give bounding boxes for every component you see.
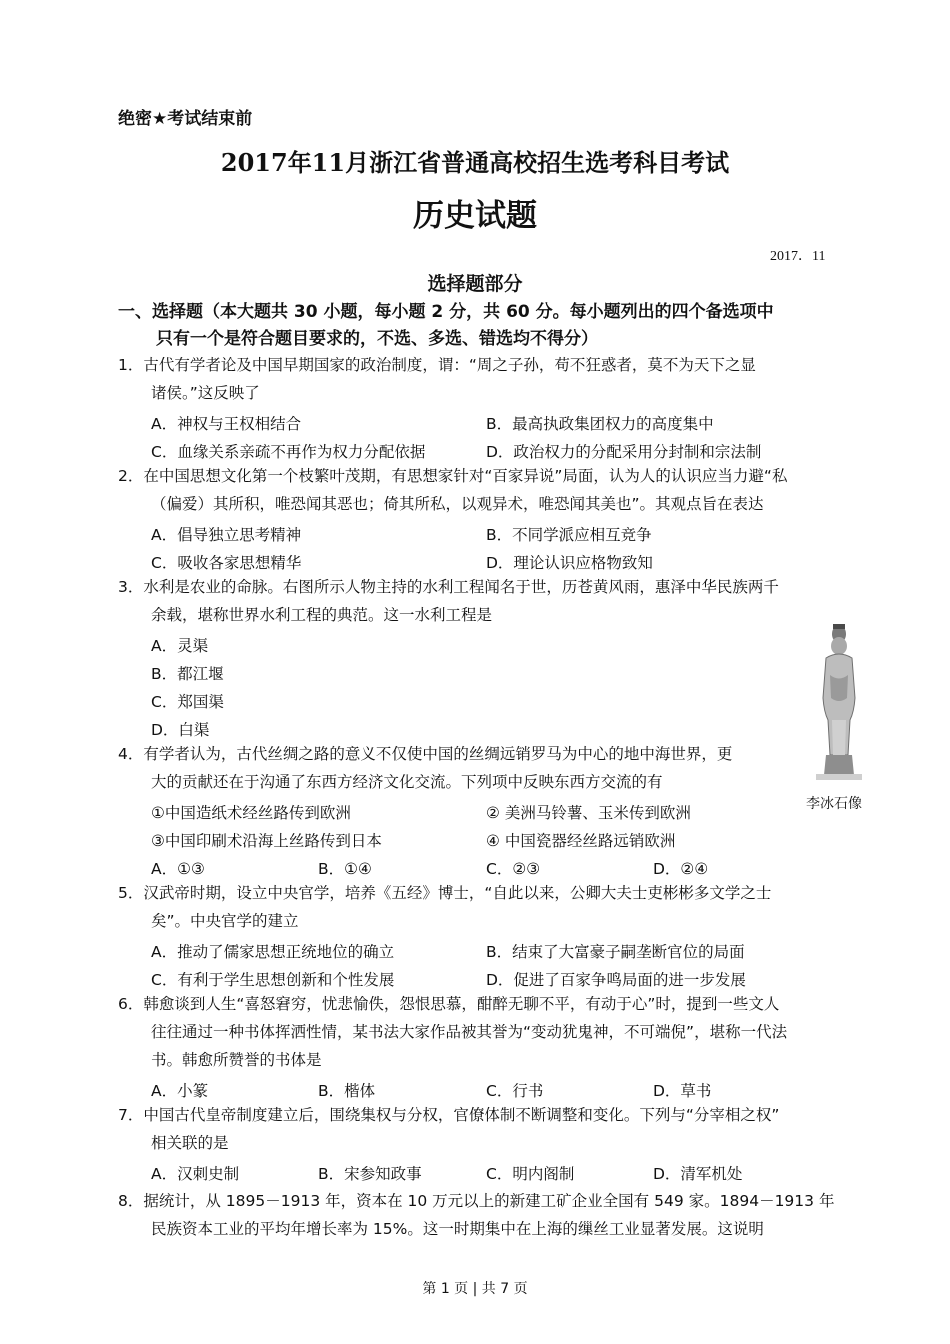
option-b: B．都江堰 bbox=[151, 665, 224, 683]
question-text: 3．水利是农业的命脉。右图所示人物主持的水利工程闻名于世，历苍黄风雨，惠泽中华民族两千 bbox=[118, 578, 779, 596]
statement-1: ①中国造纸术经丝路传到欧洲 bbox=[151, 804, 351, 822]
option-a: A．倡导独立思考精神 bbox=[151, 526, 302, 544]
question-text: 8．据统计，从 1895－1913 年，资本在 10 万元以上的新建工矿企业全国有 549 家。1894－1913 年 bbox=[118, 1192, 835, 1210]
question-text: 4．有学者认为，古代丝绸之路的意义不仅使中国的丝绸远销罗马为中心的地中海世界，更 bbox=[118, 745, 733, 763]
option-a: A．小篆 bbox=[151, 1082, 209, 1100]
option-d: D．②④ bbox=[653, 860, 709, 878]
statement-2: ② 美洲马铃薯、玉米传到欧洲 bbox=[486, 804, 691, 822]
question-6 bbox=[118, 990, 838, 1074]
question-text-cont: 矣”。中央官学的建立 bbox=[151, 912, 299, 930]
statement-3: ③中国印刷术沿海上丝路传到日本 bbox=[151, 832, 382, 850]
option-d: D．理论认识应格物致知 bbox=[486, 554, 653, 572]
question-text-cont: 余载，堪称世界水利工程的典范。这一水利工程是 bbox=[151, 606, 493, 624]
option-a: A．汉刺史制 bbox=[151, 1165, 240, 1183]
option-a: A．神权与王权相结合 bbox=[151, 415, 302, 433]
option-c: C．血缘关系亲疏不再作为权力分配依据 bbox=[151, 443, 426, 461]
option-a: A．灵渠 bbox=[151, 637, 209, 655]
option-d: D．政治权力的分配采用分封制和宗法制 bbox=[486, 443, 762, 461]
question-3 bbox=[118, 573, 838, 629]
section-title: 选择题部分 bbox=[427, 273, 523, 295]
question-2 bbox=[118, 462, 838, 518]
option-b: B．①④ bbox=[318, 860, 372, 878]
option-c: C．②③ bbox=[486, 860, 541, 878]
question-text-cont: 书。韩愈所赞誉的书体是 bbox=[151, 1051, 322, 1069]
option-c: C．行书 bbox=[486, 1082, 544, 1100]
option-a: A．①③ bbox=[151, 860, 205, 878]
option-d: D．清军机处 bbox=[653, 1165, 743, 1183]
question-1 bbox=[118, 351, 838, 407]
li-bing-statue-image bbox=[808, 620, 870, 782]
question-text: 2．在中国思想文化第一个枝繁叶茂期，有思想家针对“百家异说”局面，认为人的认识应当力避“私 bbox=[118, 467, 788, 485]
confidential-label: 绝密★考试结束前 bbox=[118, 109, 253, 129]
exam-date: 2017．11 bbox=[770, 249, 826, 264]
question-text: 6．韩愈谈到人生“喜怒窘穷，忧悲愉佚，怨恨思慕，酣醉无聊不平，有动于心”时，提到一些文人 bbox=[118, 995, 780, 1013]
question-text: 7．中国古代皇帝制度建立后，围绕集权与分权，官僚体制不断调整和变化。下列与“分宰相之权” bbox=[118, 1106, 780, 1124]
question-text-cont: 相关联的是 bbox=[151, 1134, 229, 1152]
option-b: B．宋参知政事 bbox=[318, 1165, 422, 1183]
option-c: C．郑国渠 bbox=[151, 693, 224, 711]
instruction-line-1: 一、选择题（本大题共 30 小题，每小题 2 分，共 60 分。每小题列出的四个备选项中 bbox=[118, 302, 774, 322]
question-8 bbox=[118, 1187, 838, 1243]
option-c: C．有利于学生思想创新和个性发展 bbox=[151, 971, 395, 989]
section-instructions bbox=[118, 299, 838, 353]
question-4 bbox=[118, 740, 798, 796]
question-text-cont: 诸侯。”这反映了 bbox=[151, 384, 260, 402]
option-d: D．白渠 bbox=[151, 721, 210, 739]
question-text-cont: （偏爱）其所积，唯恐闻其恶也；倚其所私，以观异术，唯恐闻其美也”。其观点旨在表达 bbox=[151, 495, 764, 513]
exam-title: 2017年11月浙江省普通高校招生选考科目考试 bbox=[220, 148, 730, 177]
option-a: A．推动了儒家思想正统地位的确立 bbox=[151, 943, 395, 961]
question-text: 5．汉武帝时期，设立中央官学，培养《五经》博士，“自此以来，公卿大夫士吏彬彬多文学之士 bbox=[118, 884, 772, 902]
figure-caption: 李冰石像 bbox=[806, 796, 862, 812]
question-5 bbox=[118, 879, 838, 935]
question-text-cont: 大的贡献还在于沟通了东西方经济文化交流。下列项中反映东西方交流的有 bbox=[151, 773, 663, 791]
question-text-cont: 往往通过一种书体挥洒性情，某书法大家作品被其誉为“变动犹鬼神，不可端倪”，堪称一代法 bbox=[151, 1023, 788, 1041]
exam-subject: 历史试题 bbox=[413, 198, 537, 234]
option-d: D．促进了百家争鸣局面的进一步发展 bbox=[486, 971, 746, 989]
option-b: B．不同学派应相互竞争 bbox=[486, 526, 652, 544]
option-b: B．最高执政集团权力的高度集中 bbox=[486, 415, 714, 433]
option-b: B．结束了大富豪子嗣垄断官位的局面 bbox=[486, 943, 745, 961]
option-d: D．草书 bbox=[653, 1082, 712, 1100]
page-number: 第 1 页 | 共 7 页 bbox=[422, 1281, 528, 1297]
instruction-line-2: 只有一个是符合题目要求的，不选、多选、错选均不得分） bbox=[156, 329, 598, 349]
option-b: B．楷体 bbox=[318, 1082, 376, 1100]
question-text-cont: 民族资本工业的平均年增长率为 15%。这一时期集中在上海的缫丝工业显著发展。这说明 bbox=[151, 1220, 764, 1238]
question-text: 1．古代有学者论及中国早期国家的政治制度，谓：“周之子孙，苟不狂惑者，莫不为天下之显 bbox=[118, 356, 756, 374]
question-7 bbox=[118, 1101, 838, 1157]
statement-4: ④ 中国瓷器经丝路远销欧洲 bbox=[486, 832, 676, 850]
option-c: C．明内阁制 bbox=[486, 1165, 575, 1183]
option-c: C．吸收各家思想精华 bbox=[151, 554, 302, 572]
